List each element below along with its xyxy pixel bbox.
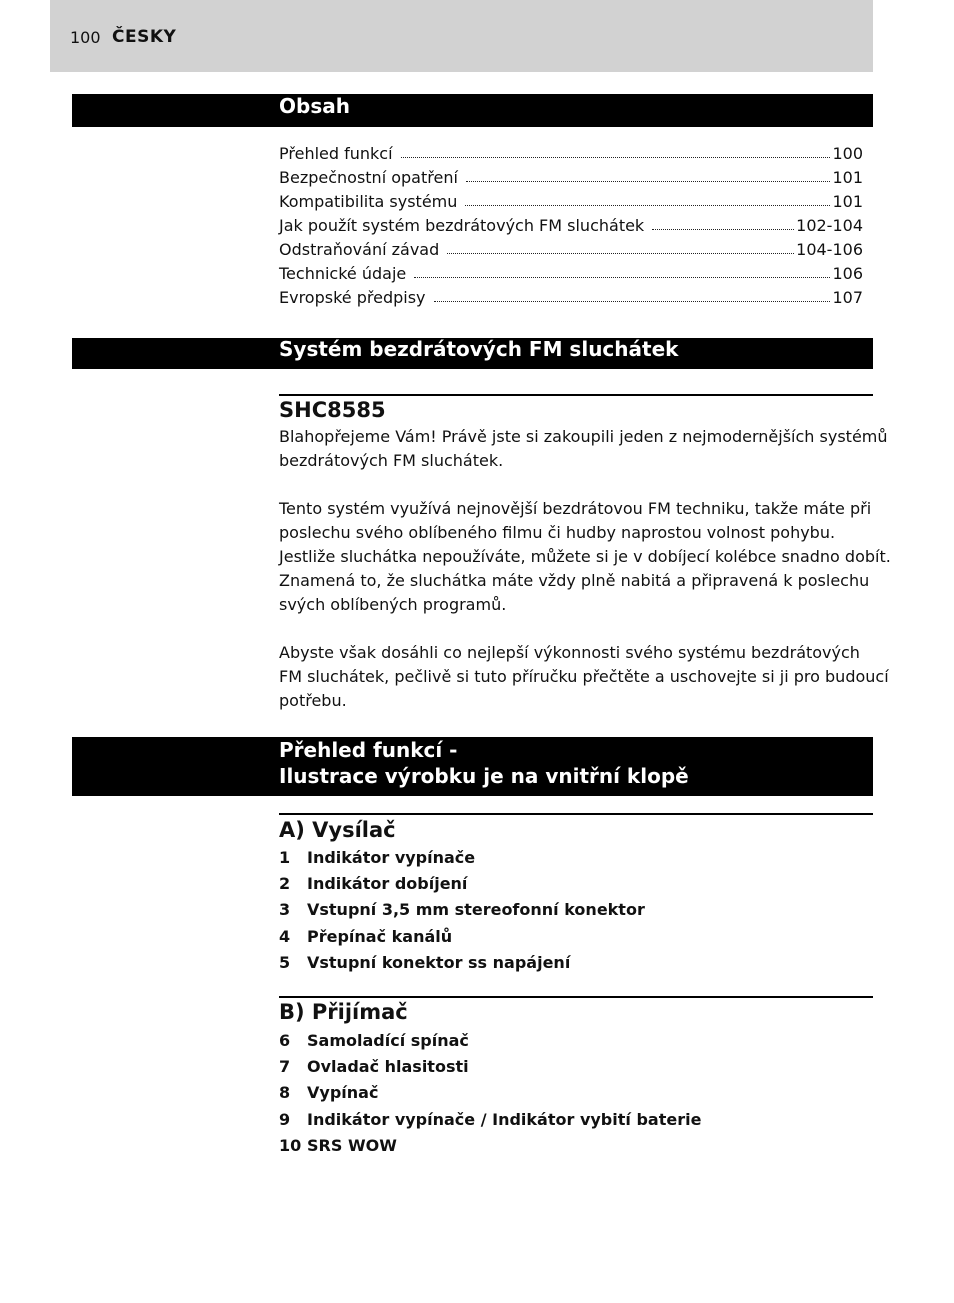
contents-heading: Obsah bbox=[72, 94, 873, 127]
list-item: 6 Samoladící spínač bbox=[279, 1030, 469, 1050]
system-heading: Systém bezdrátových FM sluchátek bbox=[72, 338, 873, 369]
list-item: 2 Indikátor dobíjení bbox=[279, 873, 468, 893]
list-item: 10 SRS WOW bbox=[279, 1135, 397, 1155]
list-item: 4 Přepínač kanálů bbox=[279, 926, 453, 946]
overview-title-line1: Přehled funkcí - bbox=[279, 738, 458, 762]
toc-entry: Bezpečnostní opatření 101 bbox=[279, 168, 863, 187]
divider bbox=[279, 813, 873, 815]
list-item: 7 Ovladač hlasitosti bbox=[279, 1056, 469, 1076]
list-item: 8 Vypínač bbox=[279, 1083, 379, 1103]
language-label: ČESKY bbox=[112, 27, 177, 47]
intro-paragraph: Blahopřejeme Vám! Právě jste si zakoupili jeden z nejmodernějších systémů bezdrátových FM sluchátek. bbox=[279, 427, 888, 470]
overview-heading bbox=[72, 737, 873, 796]
manual-paragraph: Abyste však dosáhli co nejlepší výkonnosti svého systému bezdrátových FM sluchátek, pečlivě si tuto příručku přečtěte a uschovejte si ji pro budoucí potřebu. bbox=[279, 643, 889, 710]
receiver-heading: B) Přijímač bbox=[279, 1000, 408, 1024]
divider bbox=[279, 394, 873, 396]
toc-entry: Jak použít systém bezdrátových FM sluchátek 102-104 bbox=[279, 216, 863, 235]
features-paragraph: Tento systém využívá nejnovější bezdrátovou FM techniku, takže máte při poslechu svého oblíbeného filmu či hudby naprostou volnost pohybu. Jestliže sluchátka nepoužíváte, můžete si je v dobíjecí kolébce snadno dobít. Znamená to, že sluchátka máte vždy plně nabitá a připravená k poslechu svých oblíbených programů. bbox=[279, 499, 891, 614]
transmitter-heading: A) Vysílač bbox=[279, 818, 396, 842]
page-header bbox=[50, 0, 873, 72]
toc-entry: Odstraňování závad 104-106 bbox=[279, 240, 863, 259]
toc-entry: Technické údaje 106 bbox=[279, 264, 863, 283]
toc-entry: Kompatibilita systému 101 bbox=[279, 192, 863, 211]
model-heading: SHC8585 bbox=[279, 398, 386, 422]
overview-title-line2: Ilustrace výrobku je na vnitřní klopě bbox=[279, 764, 689, 788]
list-item: 9 Indikátor vypínače / Indikátor vybití baterie bbox=[279, 1109, 702, 1129]
toc-entry: Evropské předpisy 107 bbox=[279, 288, 863, 307]
list-item: 3 Vstupní 3,5 mm stereofonní konektor bbox=[279, 900, 645, 920]
table-of-contents bbox=[279, 144, 863, 312]
transmitter-list bbox=[279, 844, 873, 975]
toc-entry: Přehled funkcí 100 bbox=[279, 144, 863, 163]
divider bbox=[279, 996, 873, 998]
receiver-list bbox=[279, 1027, 873, 1158]
page-number: 100 bbox=[70, 28, 101, 47]
list-item: 5 Vstupní konektor ss napájení bbox=[279, 952, 571, 972]
list-item: 1 Indikátor vypínače bbox=[279, 847, 476, 867]
